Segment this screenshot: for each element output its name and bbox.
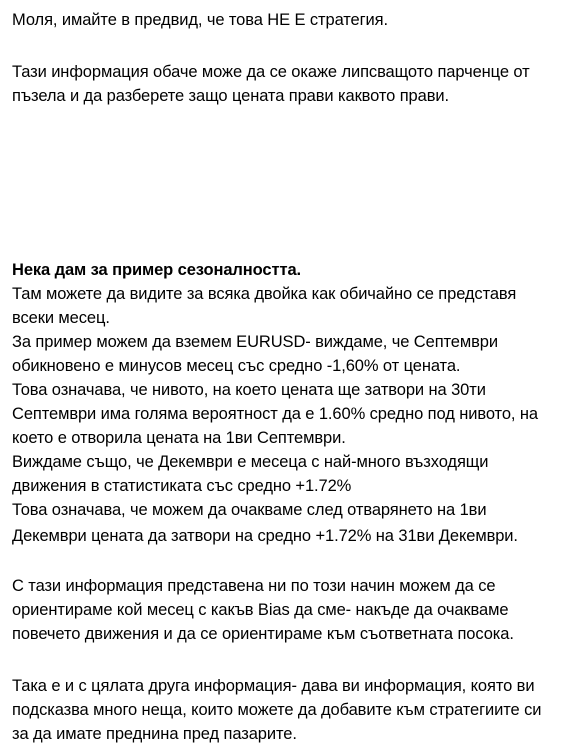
bias-line: С тази информация представена ни по този начин можем да се [12, 577, 496, 595]
closing-line: подсказва много неща, които можете да добавите към стратегиите си [12, 701, 542, 719]
example-line: Това означава, че нивото, на което цената ще затвори на 30ти [12, 381, 486, 399]
example-line: Декември цената да затвори на средно +1.72% на 31ви Декември. [12, 527, 518, 545]
intro-line-3: пъзела и да разберете защо цената прави каквото прави. [12, 87, 449, 105]
example-line: Септември има голяма вероятност да е 1.60% средно под нивото, на [12, 405, 538, 423]
closing-line: за да имате преднина пред пазарите. [12, 725, 297, 743]
bias-line: ориентираме кой месец с какъв Bias да сме- накъде да очакваме [12, 601, 509, 619]
example-line: Това означава, че можем да очакваме след отварянето на 1ви [12, 501, 487, 519]
example-line: движения в статистиката със средно +1.72% [12, 477, 352, 495]
intro-line-1: Моля, имайте в предвид, че това НЕ Е стратегия. [12, 11, 388, 29]
example-line: всеки месец. [12, 309, 110, 327]
example-line: което е отворила цената на 1ви Септември. [12, 429, 346, 447]
example-heading: Нека дам за пример сезоналността. [12, 261, 302, 279]
closing-line: Така е и с цялата друга информация- дава ви информация, която ви [12, 677, 535, 695]
intro-line-2: Тази информация обаче може да се окаже липсващото парченце от [12, 63, 530, 81]
example-line: Там можете да видите за всяка двойка как обичайно се представя [12, 285, 517, 303]
example-line: За пример можем да вземем EURUSD- виждаме, че Септември [12, 333, 498, 351]
bias-line: повечето движения и да се ориентираме към съответната посока. [12, 625, 514, 643]
example-line: Виждаме също, че Декември е месеца с най-много възходящи [12, 453, 489, 471]
example-line: обикновено е минусов месец със средно -1,60% от цената. [12, 357, 461, 375]
